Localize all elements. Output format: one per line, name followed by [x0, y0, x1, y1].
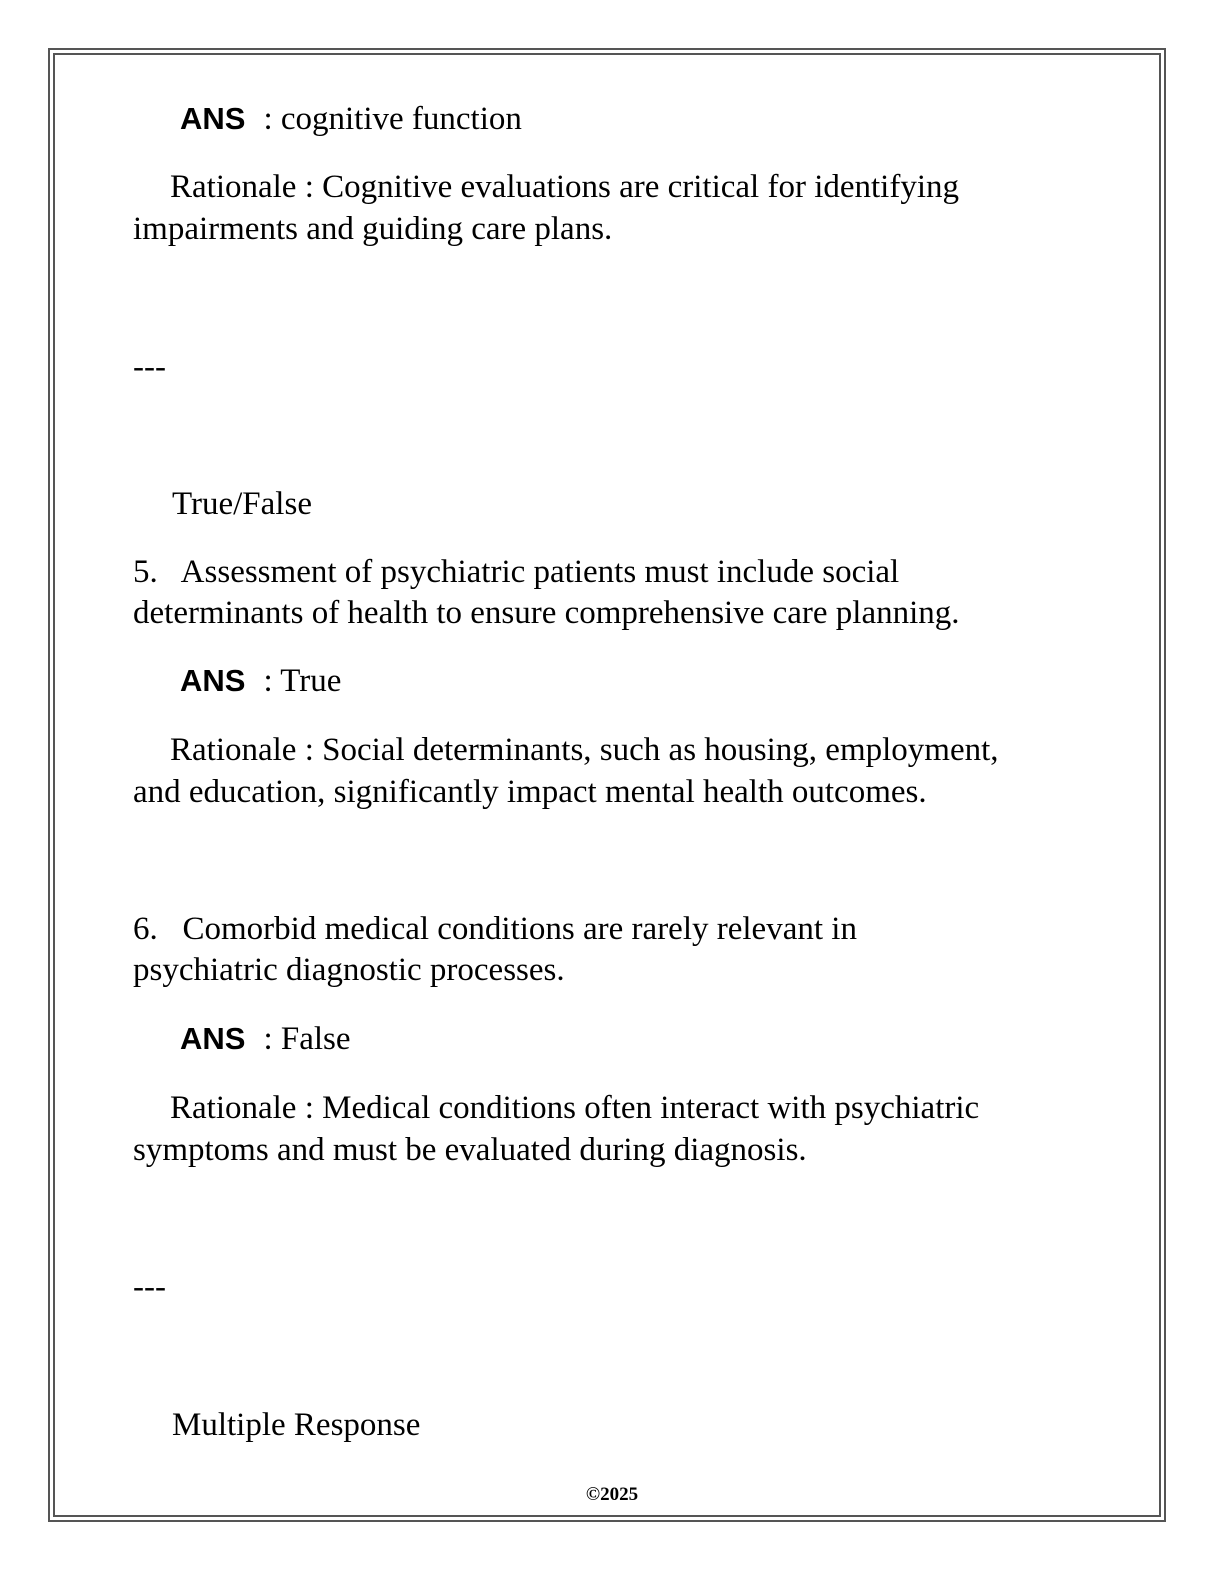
rationale-6-line-1: Rationale : Medical conditions often interact with psychiatric [170, 1090, 980, 1126]
rationale-6-line-2: symptoms and must be evaluated during diagnosis. [133, 1132, 807, 1168]
rationale-5-line-2: and education, significantly impact mental health outcomes. [133, 774, 927, 810]
separator: --- [133, 1269, 166, 1305]
rationale-5-line-1: Rationale : Social determinants, such as housing, employment, [170, 732, 999, 768]
answer-line-5 [180, 660, 341, 702]
answer-value: : True [263, 663, 342, 699]
answer-label: ANS [180, 101, 246, 136]
footer-copyright: ©2025 [585, 1484, 639, 1505]
answer-label: ANS [180, 663, 246, 698]
answer-value: : False [263, 1021, 351, 1057]
section-heading-true-false: True/False [172, 486, 312, 522]
question-5-line-2: determinants of health to ensure comprehensive care planning. [133, 595, 960, 631]
answer-label: ANS [180, 1021, 246, 1056]
separator: --- [133, 349, 166, 385]
answer-line-4 [180, 98, 522, 140]
question-5-line-1: 5. Assessment of psychiatric patients must include social [133, 554, 900, 590]
question-6-line-1: 6. Comorbid medical conditions are rarely relevant in [133, 911, 857, 947]
answer-value: : cognitive function [263, 101, 522, 137]
section-heading-multiple-response: Multiple Response [172, 1407, 421, 1443]
answer-line-6 [180, 1018, 351, 1060]
question-6-line-2: psychiatric diagnostic processes. [133, 952, 565, 988]
rationale-4-line-1: Rationale : Cognitive evaluations are critical for identifying [170, 169, 960, 205]
rationale-4-line-2: impairments and guiding care plans. [133, 211, 613, 247]
